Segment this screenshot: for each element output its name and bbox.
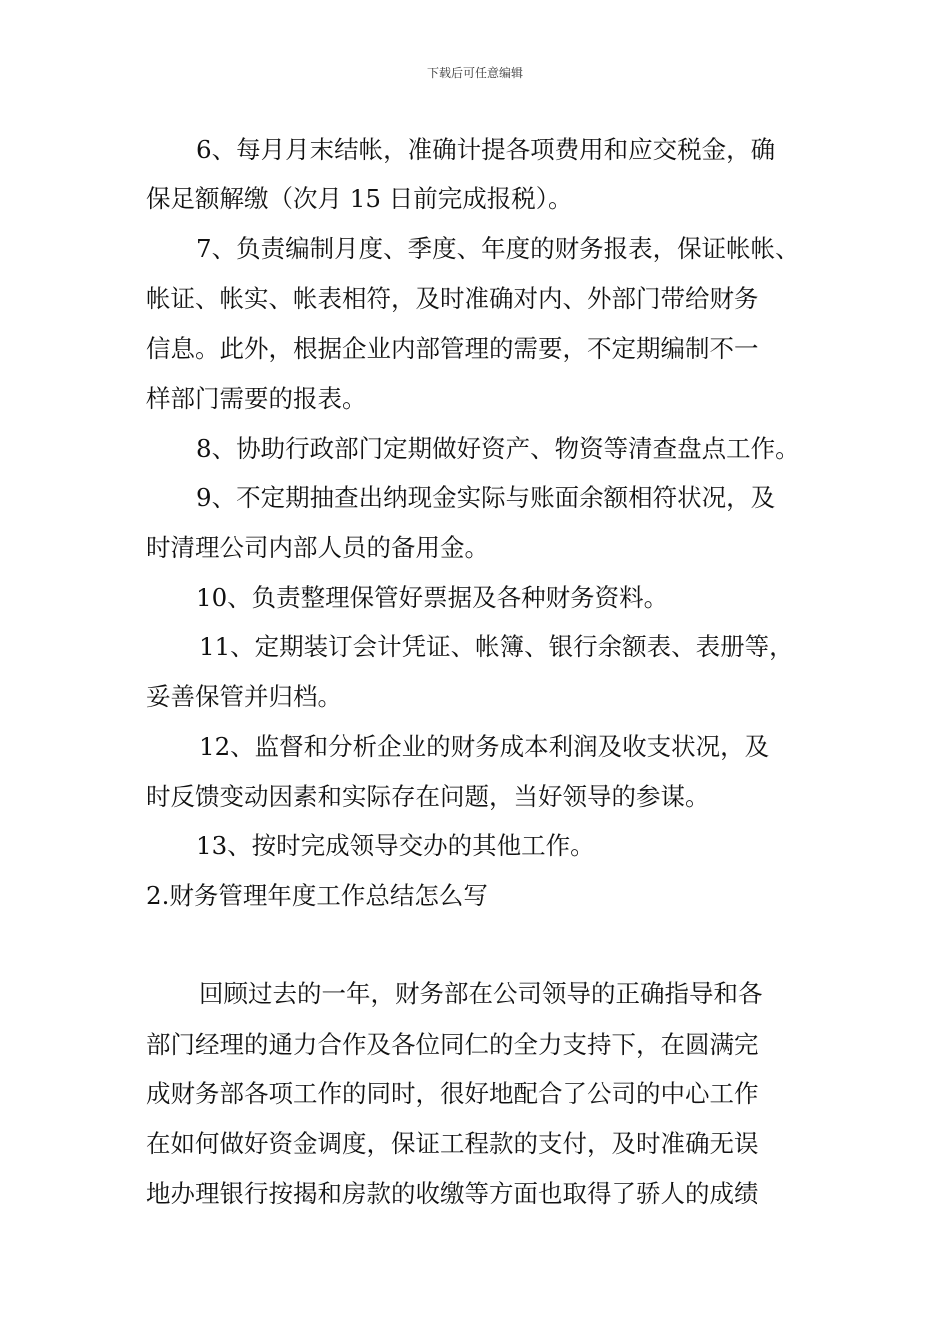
text-line: 9、不定期抽查出纳现金实际与账面余额相符状况，及 bbox=[196, 483, 776, 512]
text-line: 时清理公司内部人员的备用金。 bbox=[146, 533, 489, 562]
text-line: 13、按时完成领导交办的其他工作。 bbox=[196, 831, 595, 860]
text-line: 7、负责编制月度、季度、年度的财务报表，保证帐帐、 bbox=[196, 234, 800, 263]
text-line: 时反馈变动因素和实际存在问题，当好领导的参谋。 bbox=[146, 782, 710, 811]
text-line: 帐证、帐实、帐表相符，及时准确对内、外部门带给财务 bbox=[146, 284, 759, 313]
text-line: 11、定期装订会计凭证、帐簿、银行余额表、表册等， bbox=[199, 632, 794, 661]
text-line: 回顾过去的一年，财务部在公司领导的正确指导和各 bbox=[199, 979, 763, 1008]
text-line: 8、协助行政部门定期做好资产、物资等清查盘点工作。 bbox=[196, 434, 800, 463]
text-line: 12、监督和分析企业的财务成本利润及收支状况，及 bbox=[199, 732, 770, 761]
section-heading: 2.财务管理年度工作总结怎么写 bbox=[146, 881, 488, 910]
text-line: 样部门需要的报表。 bbox=[146, 384, 367, 413]
text-line: 成财务部各项工作的同时，很好地配合了公司的中心工作 bbox=[146, 1079, 759, 1108]
page-header: 下载后可任意编辑 bbox=[426, 66, 523, 80]
text-line: 在如何做好资金调度，保证工程款的支付，及时准确无误 bbox=[146, 1129, 759, 1158]
text-line: 妥善保管并归档。 bbox=[146, 682, 342, 711]
text-line: 10、负责整理保管好票据及各种财务资料。 bbox=[196, 583, 669, 612]
text-line: 6、每月月末结帐，准确计提各项费用和应交税金，确 bbox=[196, 135, 776, 164]
text-line: 地办理银行按揭和房款的收缴等方面也取得了骄人的成绩 bbox=[146, 1179, 759, 1208]
text-line: 部门经理的通力合作及各位同仁的全力支持下，在圆满完 bbox=[146, 1030, 759, 1059]
text-line: 保足额解缴（次月 15 日前完成报税）。 bbox=[146, 184, 573, 213]
text-line: 信息。此外，根据企业内部管理的需要，不定期编制不一 bbox=[146, 334, 759, 363]
